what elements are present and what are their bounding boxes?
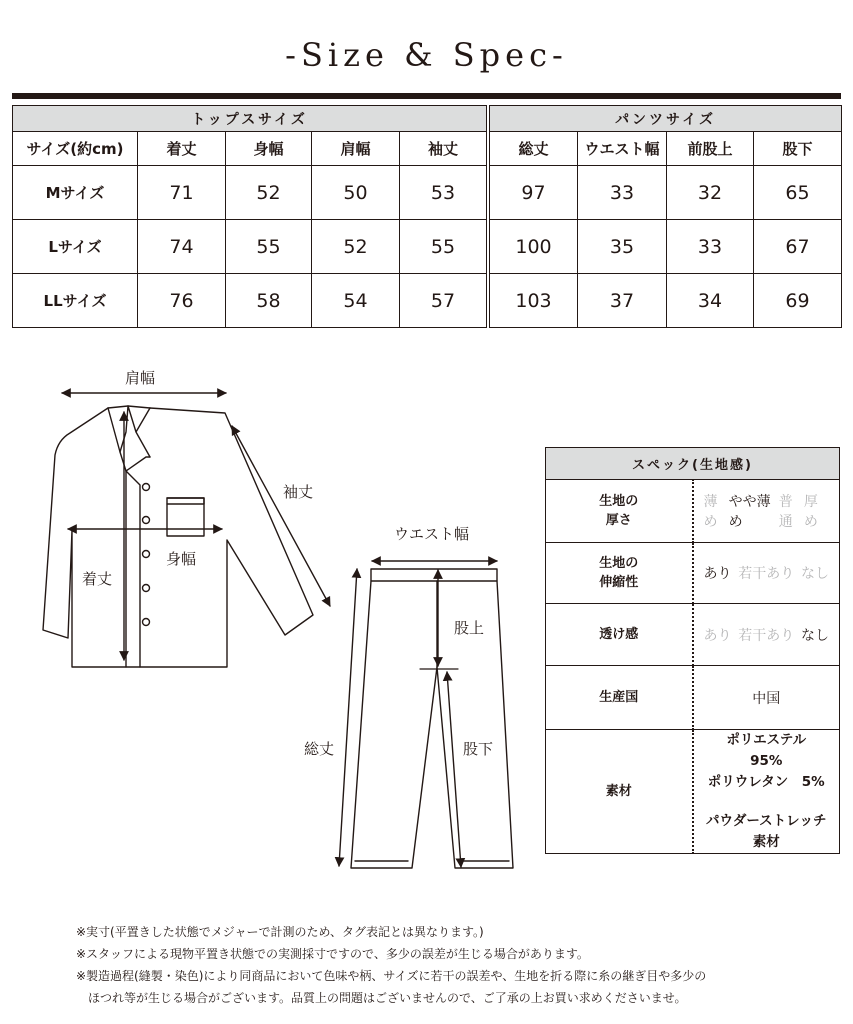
table-cell: 69 [754, 274, 842, 328]
option: あり [703, 627, 732, 644]
note-line: ほつれ等が生じる場合がございます。品質上の問題はございませんので、ご了承の上お買い求めくださいませ。 [88, 991, 687, 1005]
spec-row-stretch [546, 543, 840, 604]
spec-label: 透け感 [546, 604, 693, 666]
option: なし [801, 566, 829, 582]
option-group [704, 563, 830, 583]
spec-options [693, 604, 840, 666]
table-cell: 34 [667, 274, 754, 328]
material-line: パウダーストレッチ素材 [705, 813, 827, 850]
table-cell: 103 [490, 274, 578, 328]
spec-label-line: 厚さ [605, 513, 632, 528]
spec-label-line: 生地の [599, 556, 639, 571]
option: なし [801, 627, 829, 644]
measurement-diagram [0, 340, 540, 900]
pants-col-waist: ウエスト幅 [578, 132, 667, 166]
table-cell: 55 [226, 220, 312, 274]
table-row [13, 220, 487, 274]
tops-col-length: 着丈 [138, 132, 226, 166]
note-line: ※製造過程(縫製・染色)により同商品において色味や柄、サイズに若干の誤差や、生地を折る際に糸の継ぎ目や多少の [76, 969, 707, 983]
tops-col-shoulder: 肩幅 [312, 132, 400, 166]
spec-label: 素材 [546, 730, 693, 854]
label-sleeve: 袖丈 [283, 483, 314, 501]
option-group [704, 625, 830, 645]
inseam-arrow [447, 672, 461, 867]
table-cell: 100 [490, 220, 578, 274]
size-name: Lサイズ [13, 220, 138, 274]
spec-row-thickness [546, 480, 840, 543]
label-shoulder: 肩幅 [125, 369, 156, 387]
table-cell: 76 [138, 274, 226, 328]
table-cell: 52 [226, 166, 312, 220]
origin-value: 中国 [693, 666, 840, 730]
label-inseam: 股下 [463, 740, 494, 758]
table-row [13, 274, 487, 328]
table-cell: 33 [667, 220, 754, 274]
spec-label: 生産国 [546, 666, 693, 730]
label-rise: 股上 [454, 619, 485, 637]
table-cell: 32 [667, 166, 754, 220]
label-waist: ウエスト幅 [394, 525, 470, 543]
spec-options [693, 480, 840, 543]
pants-heading: パンツサイズ [490, 106, 842, 132]
table-cell: 55 [400, 220, 487, 274]
spec-table [545, 447, 840, 854]
option: あり [703, 566, 732, 582]
notes [76, 921, 706, 1009]
pants-illustration [351, 569, 513, 868]
spec-label [546, 480, 693, 543]
table-cell: 50 [312, 166, 400, 220]
tops-size-table [12, 105, 487, 328]
table-cell: 53 [400, 166, 487, 220]
option: やや薄め [728, 494, 771, 530]
option: 若干あり [738, 627, 795, 644]
label-total-length: 総丈 [304, 740, 335, 758]
pants-col-inseam: 股下 [754, 132, 842, 166]
page-title: -Size & Spec- [285, 36, 568, 74]
table-cell: 71 [138, 166, 226, 220]
table-cell: 35 [578, 220, 667, 274]
table-cell: 37 [578, 274, 667, 328]
table-row [490, 166, 842, 220]
note-line: ※実寸(平置きした状態でメジャーで計測のため、タグ表記とは異なります。) [76, 925, 484, 939]
table-cell: 58 [226, 274, 312, 328]
tops-col-width: 身幅 [226, 132, 312, 166]
table-cell: 67 [754, 220, 842, 274]
spec-label [546, 543, 693, 604]
table-row [13, 166, 487, 220]
tops-col-sleeve: 袖丈 [400, 132, 487, 166]
spec-row-material [546, 730, 840, 854]
spec-label-line: 生地の [599, 494, 639, 509]
shirt-illustration [43, 406, 313, 667]
table-cell: 74 [138, 220, 226, 274]
material-line: ポリウレタン 5% [707, 774, 825, 790]
size-name: Mサイズ [13, 166, 138, 220]
option: 若干あり [738, 566, 795, 582]
spec-row-sheer [546, 604, 840, 666]
label-length: 着丈 [82, 570, 113, 588]
spec-heading: スペック(生地感) [546, 448, 840, 480]
pants-col-total: 総丈 [490, 132, 578, 166]
option: 薄め [703, 494, 718, 530]
size-name: LLサイズ [13, 274, 138, 328]
spec-label-line: 伸縮性 [599, 575, 639, 590]
table-cell: 33 [578, 166, 667, 220]
size-tables [12, 93, 841, 324]
spec-row-origin [546, 666, 840, 730]
table-cell: 65 [754, 166, 842, 220]
option: 厚め [803, 494, 818, 530]
pants-col-rise: 前股上 [667, 132, 754, 166]
note-line: ※スタッフによる現物平置き状態での実測採寸ですので、多少の誤差が生じる場合があります。 [76, 947, 589, 961]
material-value [693, 730, 840, 854]
table-cell: 52 [312, 220, 400, 274]
material-line: ポリエステル 95% [726, 732, 820, 769]
pants-size-table [489, 105, 842, 328]
tops-col-size: サイズ(約cm) [13, 132, 138, 166]
option-group [704, 491, 830, 531]
tops-heading: トップスサイズ [13, 106, 487, 132]
label-width: 身幅 [166, 550, 197, 568]
table-cell: 57 [400, 274, 487, 328]
option: 普通 [778, 494, 793, 530]
spec-options [693, 543, 840, 604]
table-row [490, 274, 842, 328]
table-cell: 97 [490, 166, 578, 220]
table-row [490, 220, 842, 274]
sleeve-arrow [232, 426, 330, 606]
table-cell: 54 [312, 274, 400, 328]
